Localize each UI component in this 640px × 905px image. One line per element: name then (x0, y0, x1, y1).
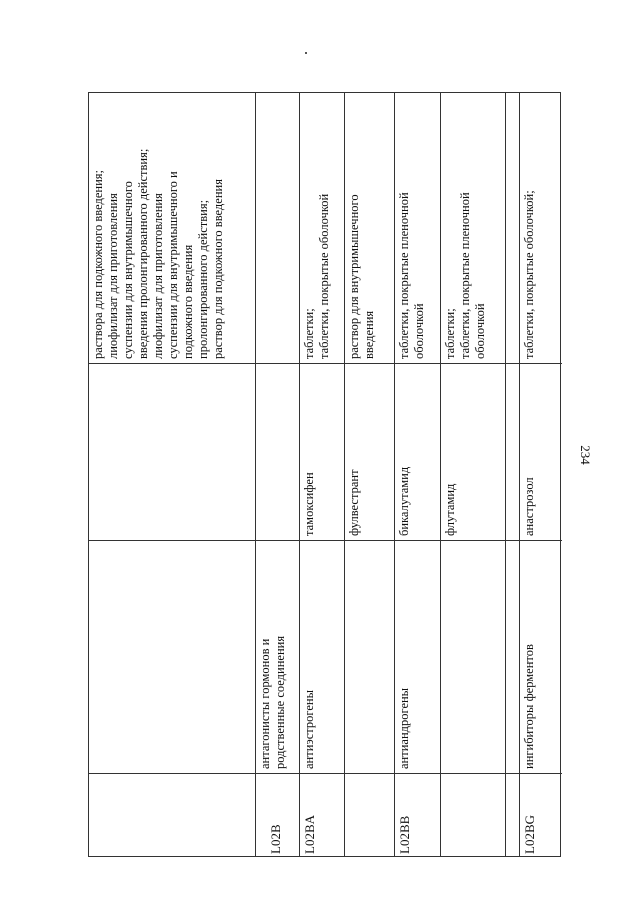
table-row (506, 93, 520, 856)
substance-text: флутамид (443, 483, 457, 536)
code-text: L02BB (397, 815, 412, 854)
code-cell (520, 773, 562, 858)
forms-cell (345, 93, 394, 363)
forms-text: раствора для подкожного введения; лиофилизат для приготовления суспензии для внутримышечного введения пролонгированного действия; лиофилизат для приготовления суспензии для внутримышечного и подкожного введения пролонгированного действия; раствор для подкожного введения (91, 148, 225, 359)
table-row (300, 93, 345, 856)
group-text: ингибиторы ферментов (522, 644, 536, 769)
table-row (89, 93, 256, 856)
group-cell (395, 540, 440, 773)
group-cell (256, 540, 299, 773)
drug-table (88, 92, 561, 857)
forms-cell (395, 93, 440, 363)
group-text: антагонисты гормонов и родственные соединения (258, 635, 287, 769)
group-text: антиэстрогены (302, 689, 316, 769)
substance-text: анастрозол (522, 477, 536, 536)
group-cell (300, 540, 344, 773)
forms-text: таблетки; таблетки, покрытые оболочкой (302, 193, 331, 359)
substance-cell (300, 363, 344, 540)
code-cell (89, 773, 255, 858)
code-cell (300, 773, 344, 858)
forms-text: таблетки, покрытые оболочкой; (522, 190, 536, 359)
code-cell (256, 773, 299, 858)
forms-cell (441, 93, 505, 363)
code-cell (395, 773, 440, 858)
forms-cell (520, 93, 562, 363)
forms-text: раствор для внутримышечного введения (347, 194, 376, 359)
code-text: L02BA (302, 815, 317, 854)
table-row (345, 93, 395, 856)
code-text: L02BG (522, 815, 537, 854)
substance-cell (89, 363, 255, 540)
table-row (520, 93, 562, 856)
substance-text: бикалутамид (397, 466, 411, 536)
substance-cell (345, 363, 394, 540)
substance-cell (520, 363, 562, 540)
table-row (441, 93, 506, 856)
forms-text: таблетки, покрытые пленочной оболочкой (397, 192, 426, 359)
forms-cell (89, 93, 255, 363)
code-text: L02B (268, 824, 283, 854)
scan-speck (305, 52, 307, 54)
substance-text: фулвестрант (347, 469, 361, 536)
page-number: 234 (578, 445, 593, 465)
table-row (256, 93, 300, 856)
forms-text: таблетки; таблетки, покрытые пленочной оболочкой (443, 192, 487, 359)
group-cell (89, 540, 255, 773)
forms-cell (300, 93, 344, 363)
substance-cell (395, 363, 440, 540)
substance-cell (441, 363, 505, 540)
group-text: антиандрогены (397, 687, 411, 769)
group-cell (520, 540, 562, 773)
substance-text: тамоксифен (302, 472, 316, 536)
table-row (395, 93, 441, 856)
